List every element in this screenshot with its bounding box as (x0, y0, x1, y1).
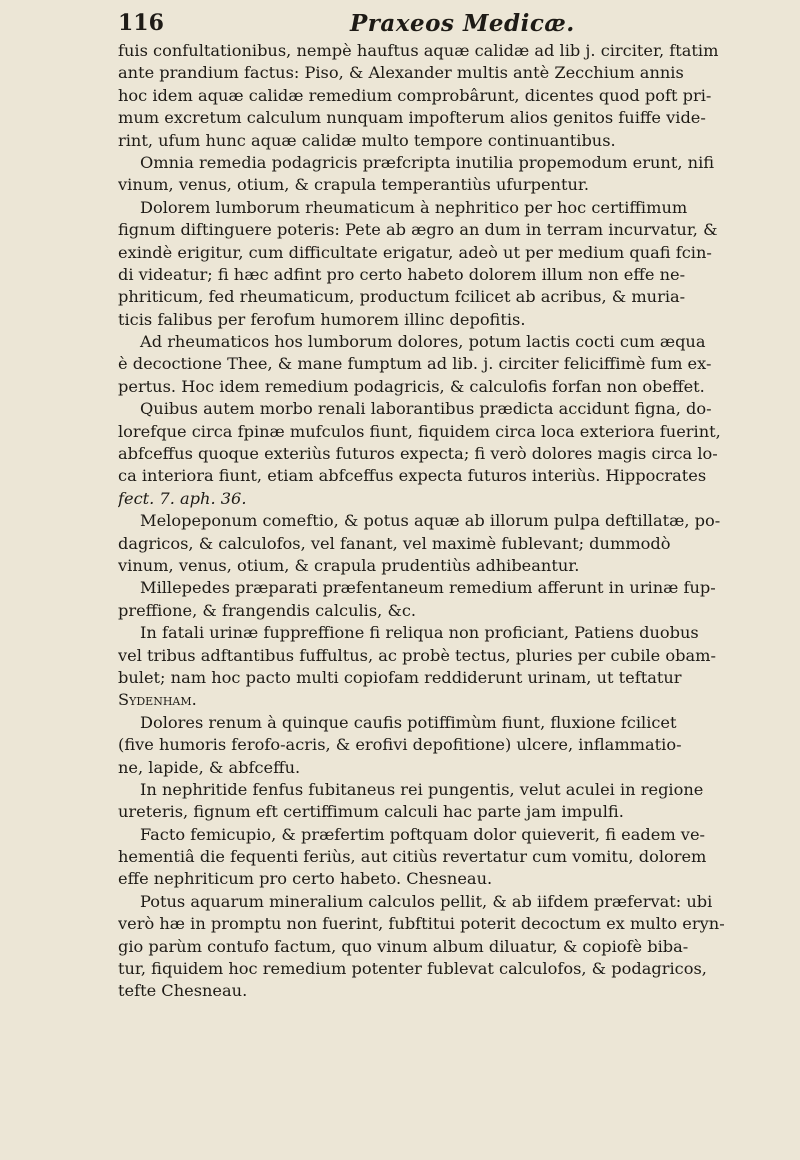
paragraph-start-line: Dolores renum à quinque caufis potiffimùm fiunt, fluxione fcilicet (140, 712, 677, 732)
text-line: ne, lapide, & abfceffu. (118, 757, 301, 777)
text-line: ca interiora fiunt, etiam abfceffus expecta futuros interiùs. Hippocrates (118, 466, 707, 486)
text-line: gio parùm contufo factum, quo vinum album diluatur, & copiofè biba- (118, 936, 689, 956)
text-line: ante prandium factus: Piso, & Alexander multis antè Zecchium annis (118, 63, 684, 83)
text-line: è decoctione Thee, & mane fumptum ad lib. j. circiter feliciffimè fum ex- (118, 354, 712, 374)
paragraph-start-line: Potus aquarum mineralium calculos pellit, & ab iifdem præfervat: ubi (140, 891, 713, 911)
text-line: vinum, venus, otium, & crapula temperantiùs ufurpentur. (118, 175, 589, 195)
text-line: tefte Chesneau. (118, 981, 248, 1001)
text-line: pertus. Hoc idem remedium podagricis, & calculofis forfan non obeffet. (118, 376, 705, 396)
text-line: preffione, & frangendis calculis, &c. (118, 600, 417, 620)
text-line: ureteris, fignum eft certiffimum calculi hac parte jam impulfi. (118, 802, 624, 822)
paragraph-start-line: Facto femicupio, & præfertim poftquam dolor quieverit, fi eadem ve- (140, 824, 706, 844)
paragraph-start-line: Melopeponum comeftio, & potus aquæ ab illorum pulpa deftillatæ, po- (140, 511, 721, 531)
text-line: (five humoris ferofo-acris, & erofivi depofitione) ulcere, inflammatio- (118, 735, 682, 755)
text-line: fignum diftinguere poteris: Pete ab ægro an dum in terram incurvatur, & (118, 220, 718, 240)
text-line: fuis confultationibus, nempè hauftus aquæ calidæ ad lib j. circiter, ftatim (118, 41, 719, 60)
page-header (118, 10, 738, 40)
paragraph-start-line: Dolorem lumborum rheumaticum à nephritico per hoc certiffimum (140, 197, 688, 217)
text-line: abfceffus quoque exteriùs futuros expecta; fi verò dolores magis circa lo- (118, 444, 718, 464)
text-line: di videatur; fi hæc adfint pro certo habeto dolorem illum non effe ne- (118, 264, 686, 284)
text-line: tur, fiquidem hoc remedium potenter fublevat calculofos, & podagricos, (118, 959, 707, 979)
text-line: verò hæ in promptu non fuerint, fubftitui poterit decoctum ex multo eryn- (118, 914, 725, 934)
paragraph-start-line: In nephritide fenfus fubitaneus rei pungentis, velut aculei in regione (140, 779, 704, 799)
citation-line: fect. 7. aph. 36. (118, 488, 247, 508)
paragraph-start-line: Omnia remedia podagricis præfcripta inutilia propemodum erunt, nifi (140, 152, 715, 172)
text-line: phriticum, fed rheumaticum, productum fcilicet ab acribus, & muria- (118, 287, 686, 307)
paragraph-start-line: Ad rheumaticos hos lumborum dolores, potum lactis cocti cum æqua (140, 332, 706, 352)
text-line: rint, ufum hunc aquæ calidæ multo tempore continuantibus. (118, 130, 616, 150)
paragraph-start-line: Quibus autem morbo renali laborantibus prædicta accidunt figna, do- (140, 399, 712, 419)
text-line: effe nephriticum pro certo habeto. Chesneau. (118, 869, 493, 889)
text-line: exindè erigitur, cum difficultate erigatur, adeò ut per medium quafi fcin- (118, 242, 712, 262)
text-line: ticis falibus per ferofum humorem illinc depofitis. (118, 309, 526, 329)
text-line: dagricos, & calculofos, vel fanant, vel maximè fublevant; dummodò (118, 533, 671, 553)
text-line: bulet; nam hoc pacto multi copiofam reddiderunt urinam, ut teftatur (118, 667, 682, 687)
paragraph-start-line: In fatali urinæ fuppreffione fi reliqua non proficiant, Patiens duobus (140, 623, 699, 643)
author-name-line: Sydenham. (118, 690, 197, 710)
text-line: vinum, venus, otium, & crapula prudentiùs adhibeantur. (118, 555, 580, 575)
page-number: 116 (118, 10, 164, 36)
text-line: vel tribus adftantibus fuffultus, ac probè tectus, pluries per cubile obam- (118, 645, 716, 665)
text-line: lorefque circa fpinæ mufculos fiunt, fiquidem circa loca exteriora fuerint, (118, 421, 721, 441)
running-title: Praxeos Medicæ. (350, 10, 575, 37)
text-line: hementiâ die fequenti feriùs, aut citiùs revertatur cum vomitu, dolorem (118, 847, 707, 867)
body-text (118, 40, 763, 1003)
text-line: mum excretum calculum nunquam impofterum alios genitos fuiffe vide- (118, 108, 706, 128)
paragraph-start-line: Millepedes præparati præfentaneum remedium afferunt in urinæ fup- (140, 578, 716, 598)
text-line: hoc idem aquæ calidæ remedium comprobârunt, dicentes quod poft pri- (118, 85, 712, 105)
